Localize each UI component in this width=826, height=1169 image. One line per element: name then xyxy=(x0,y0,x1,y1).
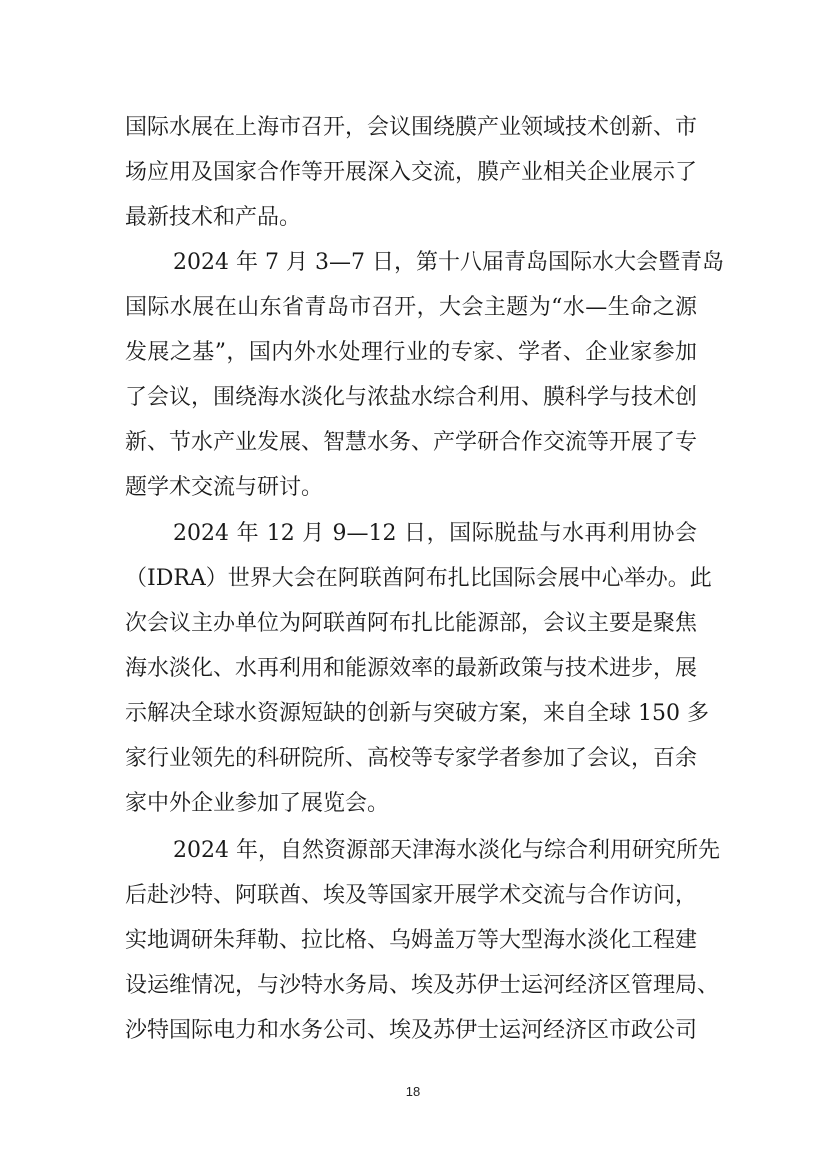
text-line: 海水淡化、水再利用和能源效率的最新政策与技术进步，展 xyxy=(125,656,698,681)
text-line: 示解决全球水资源短缺的创新与突破方案，来自全球 150 多 xyxy=(125,701,709,726)
text-line: 2024 年 12 月 9—12 日，国际脱盐与水再利用协会 xyxy=(173,521,697,546)
text-line: 2024 年，自然资源部天津海水淡化与综合利用研究所先 xyxy=(173,838,720,863)
text-line: 国际水展在上海市召开，会议围绕膜产业领域技术创新、市 xyxy=(125,115,698,140)
text-line: 新、节水产业发展、智慧水务、产学研合作交流等开展了专 xyxy=(125,430,698,455)
text-line: 发展之基”，国内外水处理行业的专家、学者、企业家参加 xyxy=(125,340,697,365)
text-line: 家中外企业参加了展览会。 xyxy=(125,791,390,816)
text-line: 题学术交流与研讨。 xyxy=(125,475,324,500)
text-line: 设运维情况，与沙特水务局、埃及苏伊士运河经济区管理局、 xyxy=(125,973,720,998)
text-line: 次会议主办单位为阿联酋阿布扎比能源部，会议主要是聚焦 xyxy=(125,611,698,636)
text-line: 家行业领先的科研院所、高校等专家学者参加了会议，百余 xyxy=(125,746,698,771)
text-line: 场应用及国家合作等开展深入交流，膜产业相关企业展示了 xyxy=(125,160,698,185)
page-number: 18 xyxy=(405,1084,421,1099)
text-line: （IDRA）世界大会在阿联酋阿布扎比国际会展中心举办。此 xyxy=(125,566,712,591)
text-line: 2024 年 7 月 3—7 日，第十八届青岛国际水大会暨青岛 xyxy=(173,250,724,275)
text-line: 后赴沙特、阿联酋、埃及等国家开展学术交流与合作访问， xyxy=(125,883,698,908)
text-line: 实地调研朱拜勒、拉比格、乌姆盖万等大型海水淡化工程建 xyxy=(125,928,698,953)
text-line: 了会议，围绕海水淡化与浓盐水综合利用、膜科学与技术创 xyxy=(125,385,698,410)
text-line: 最新技术和产品。 xyxy=(125,205,302,230)
text-line: 沙特国际电力和水务公司、埃及苏伊士运河经济区市政公司 xyxy=(125,1018,698,1043)
text-line: 国际水展在山东省青岛市召开，大会主题为“水—生命之源 xyxy=(125,295,697,320)
